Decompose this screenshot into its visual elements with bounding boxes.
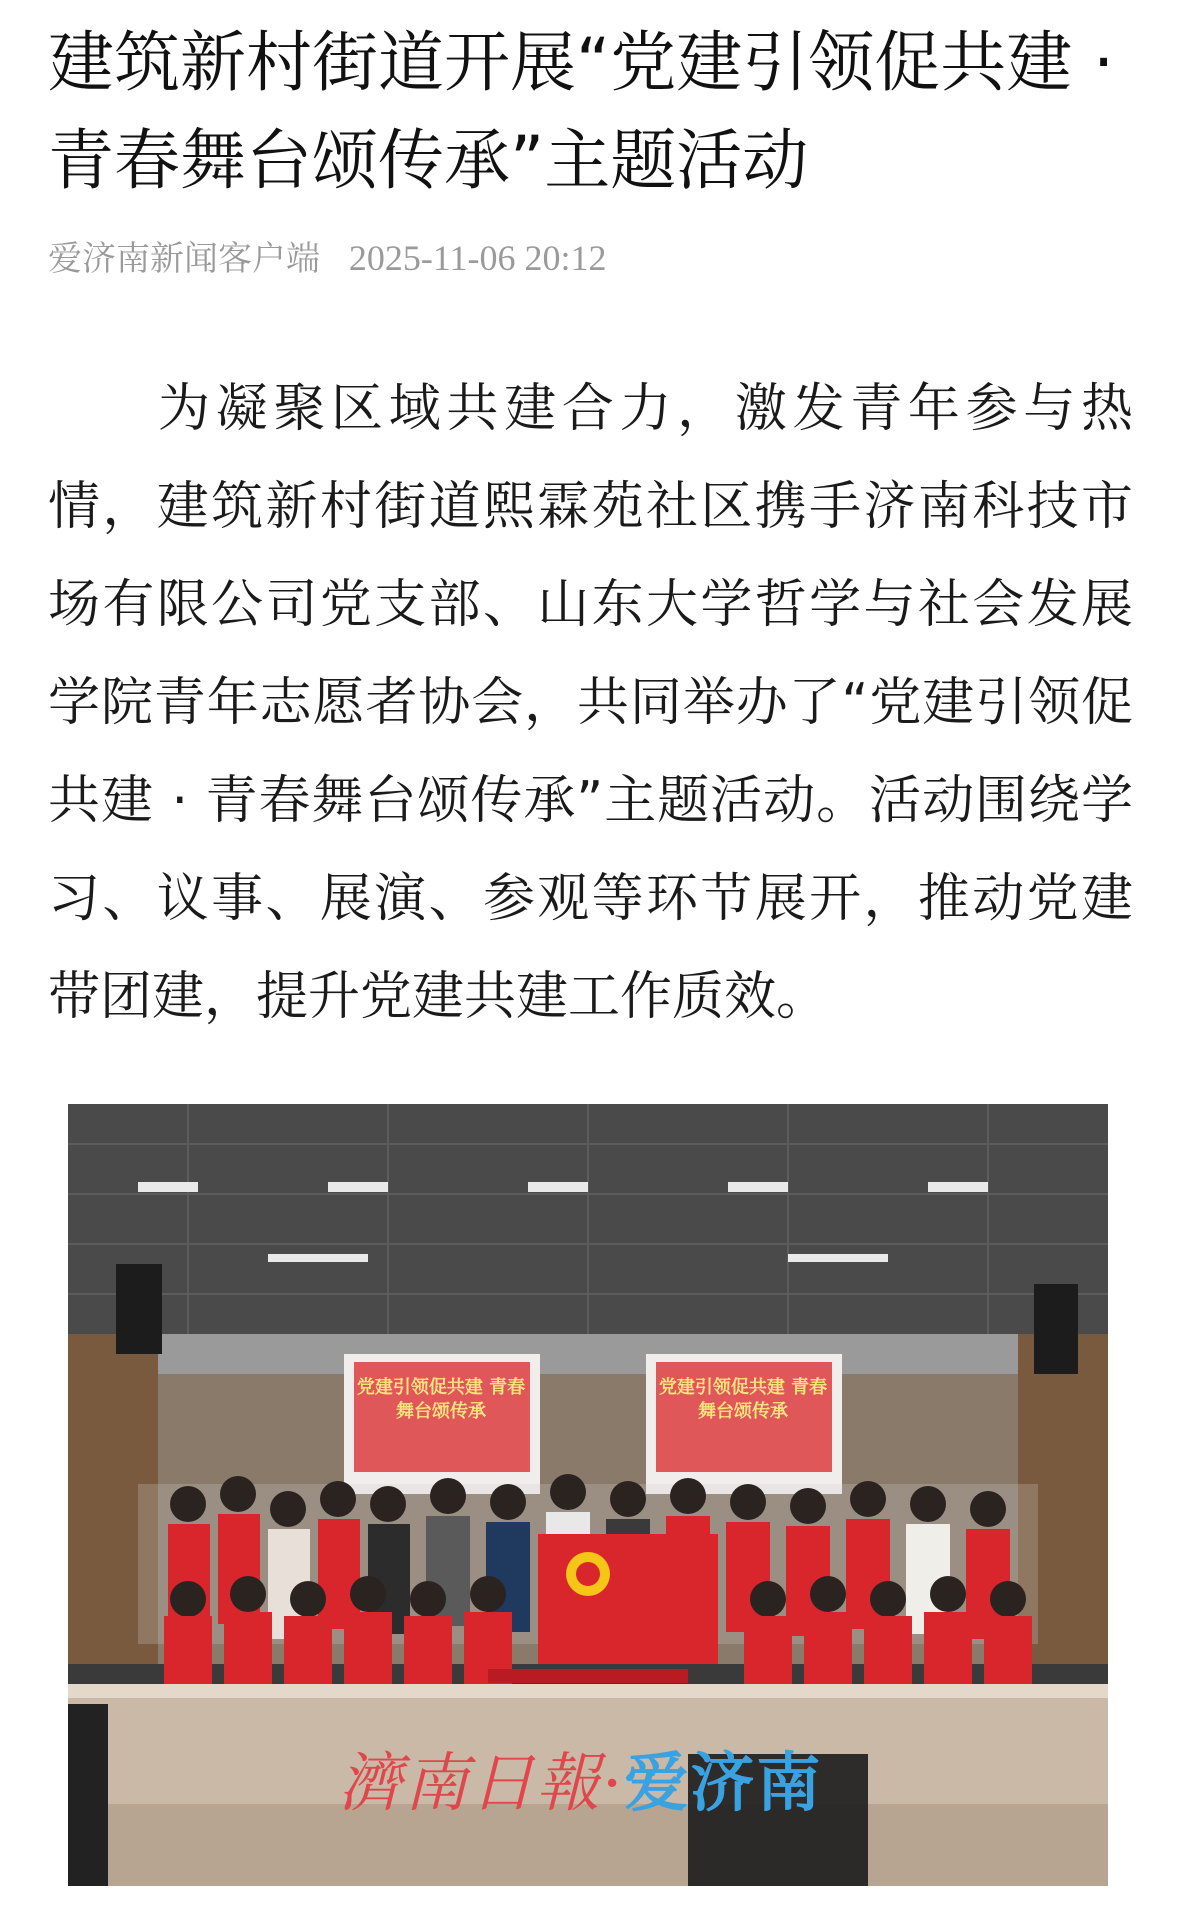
watermark-dot: ·: [602, 1747, 625, 1821]
photo-watermark: [338, 1744, 822, 1824]
article-meta: [48, 236, 606, 281]
watermark-blue-text: 爱济南: [624, 1747, 823, 1821]
article-paragraph: 为凝聚区域共建合力，激发青年参与热情，建筑新村街道熙霖苑社区携手济南科技市场有限公司党支部、山东大学哲学与社会发展学院青年志愿者协会，共同举办了“党建引领促共建 · 青春舞台颂传承”主题活动。活动围绕学习、议事、展演、参观等环节展开，推动党建带团建，提升党建共建工作质效。: [48, 379, 1133, 1027]
article-photo[interactable]: [68, 1104, 1108, 1886]
article-source[interactable]: 爱济南新闻客户端: [48, 239, 320, 279]
watermark-red-text: 濟南日報: [338, 1747, 602, 1821]
article-title: 建筑新村街道开展“党建引领促共建 · 青春舞台颂传承”主题活动: [48, 24, 1115, 199]
article-time: 2025-11-06 20:12: [348, 238, 607, 278]
screen-right-text: 党建引领促共建 青春舞台颂传承: [658, 1377, 828, 1422]
screen-left-text: 党建引领促共建 青春舞台颂传承: [356, 1377, 526, 1422]
